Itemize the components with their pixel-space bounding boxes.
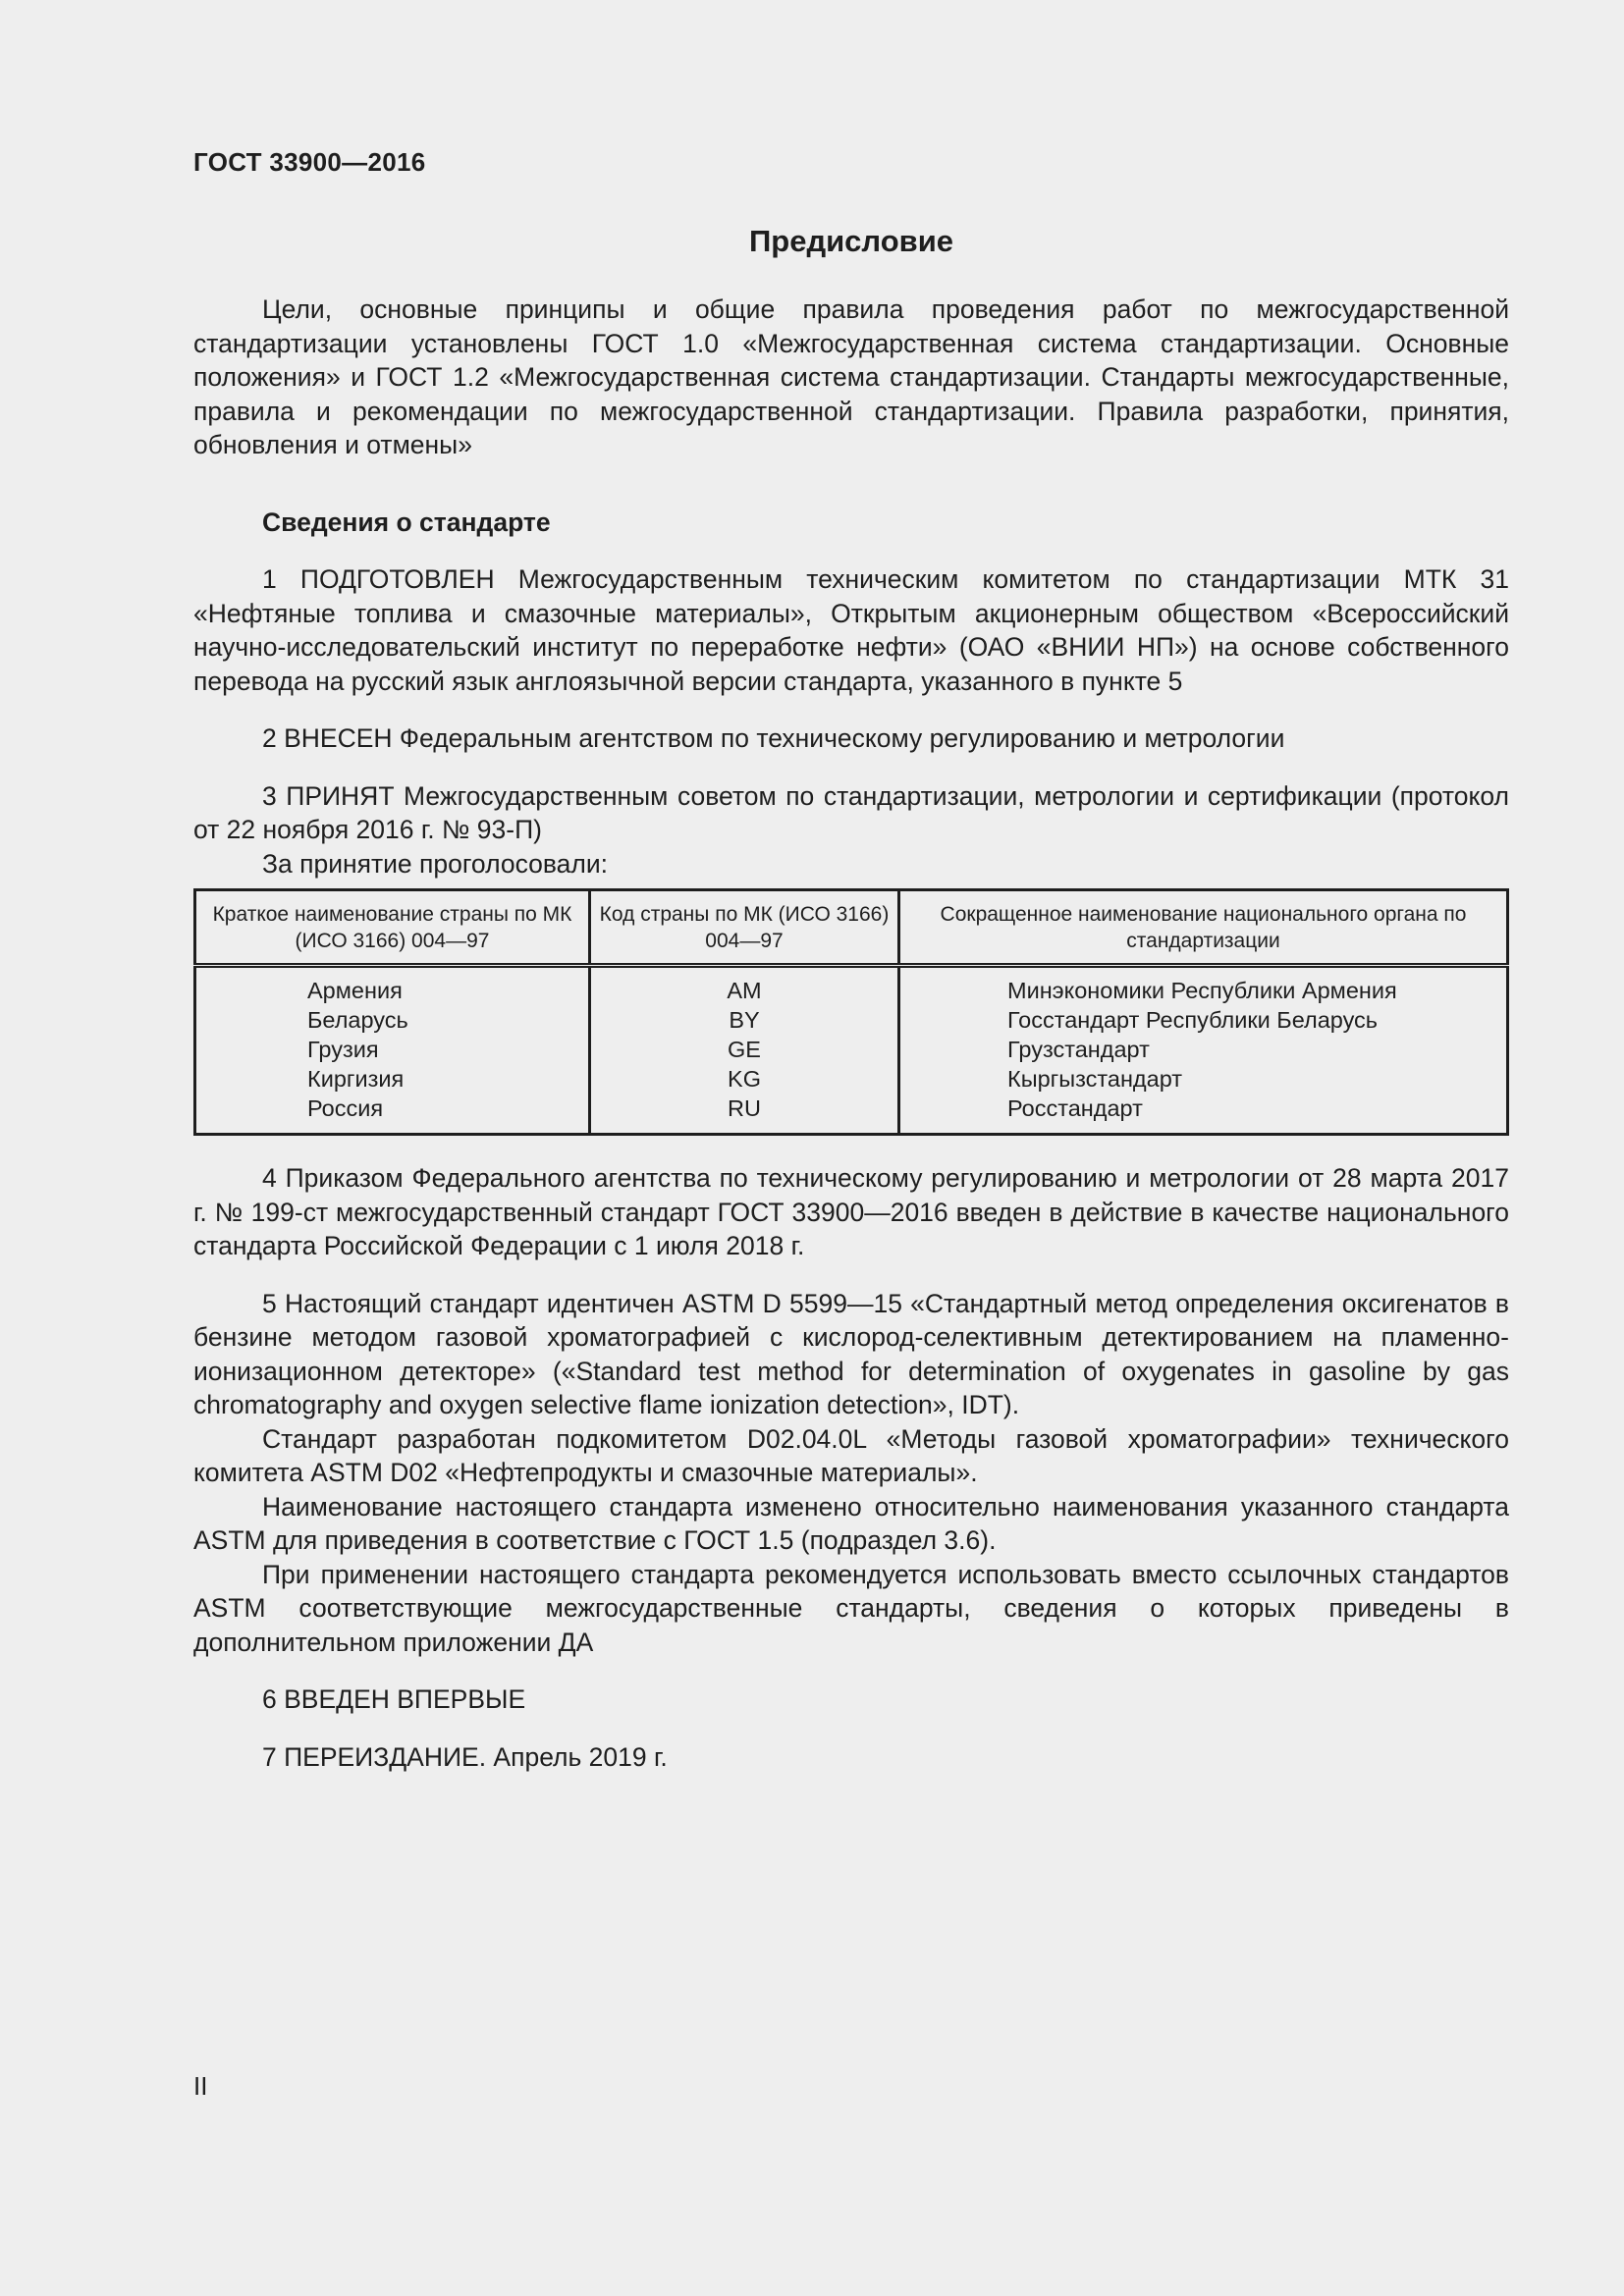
country-codes-cell [590, 966, 899, 1135]
intro-paragraph: Цели, основные принципы и общие правила проведения работ по межгосударственной стандартизации установлены ГОСТ 1.0 «Межгосударственная система стандартизации. Основные положения» и ГОСТ 1.2 «Межгосударственная система стандартизации. Стандарты межгосударственные, правила и рекомендации по межгосударственной стандартизации. Правила разработки, принятия, обновления и отмены» [193, 294, 1509, 459]
table-cell: Киргизия [307, 1066, 405, 1092]
page-number: II [193, 2071, 208, 2101]
table-cell: AM [727, 978, 762, 1003]
table-cell: Кыргызстандарт [1007, 1066, 1183, 1092]
table-cell: BY [729, 1007, 760, 1033]
info-item-4: 4 Приказом Федерального агентства по техническому регулированию и метрологии от 28 марта 2017 г. № 199-ст межгосударственный стандарт ГОСТ 33900—2016 введен в действие в качестве национального стандарта Российской Федерации с 1 июля 2018 г. [193, 1163, 1509, 1260]
standards-bodies-cell [899, 966, 1508, 1135]
table-cell: Госстандарт Республики Беларусь [1007, 1007, 1379, 1033]
header-standards-body: Сокращенное наименование национального органа по стандартизации [899, 890, 1508, 966]
header-country-code: Код страны по МК (ИСО 3166) 004—97 [590, 890, 899, 966]
info-item-6: 6 ВВЕДЕН ВПЕРВЫЕ [262, 1684, 526, 1714]
info-item-5-paragraph-2: Стандарт разработан подкомитетом D02.04.0L «Методы газовой хроматографии» технического комитета ASTM D02 «Нефтепродукты и смазочные материалы». [193, 1423, 1509, 1487]
header-country-name: Краткое наименование страны по МК (ИСО 3166) 004—97 [195, 890, 590, 966]
document-body [193, 293, 1509, 1774]
info-item-2: 2 ВНЕСЕН Федеральным агентством по техническому регулированию и метрологии [262, 723, 1285, 753]
table-cell: KG [728, 1066, 761, 1092]
page-title: Предисловие [748, 224, 953, 258]
table-cell: Армения [307, 978, 403, 1003]
table-cell: Беларусь [307, 1007, 408, 1033]
table-body-row [195, 966, 1508, 1135]
table-header-row [195, 890, 1508, 966]
voted-label: За принятие проголосовали: [262, 848, 609, 879]
info-item-5: 5 Настоящий стандарт идентичен ASTM D 5599—15 «Стандартный метод определения оксигенатов в бензине методом газовой хроматографией с кислород-селективным детектированием на пламенно-ионизационном детекторе» («Standard test method for determination of oxygenates in gasoline by gas chromatography and oxygen selective flame ionization detection», IDT). [193, 1288, 1509, 1419]
table-cell: Росстандарт [1007, 1095, 1143, 1121]
country-names-cell [195, 966, 590, 1135]
info-item-1: 1 ПОДГОТОВЛЕН Межгосударственным техническим комитетом по стандартизации МТК 31 «Нефтяные топлива и смазочные материалы», Открытым акционерным обществом «Всероссийский научно-исследовательский институт по переработке нефти» (ОАО «ВНИИ НП») на основе собственного перевода на русский язык англоязычной версии стандарта, указанного в пункте 5 [193, 564, 1509, 696]
info-item-7: 7 ПЕРЕИЗДАНИЕ. Апрель 2019 г. [262, 1741, 668, 1772]
info-item-3: 3 ПРИНЯТ Межгосударственным советом по стандартизации, метрологии и сертификации (протокол от 22 ноября 2016 г. № 93-П) [193, 780, 1509, 844]
info-item-5-paragraph-3: Наименование настоящего стандарта изменено относительно наименования указанного стандарта ASTM для приведения в соответствие с ГОСТ 1.5 (подраздел 3.6). [193, 1491, 1509, 1555]
table-cell: Россия [307, 1095, 384, 1121]
table-cell: GE [728, 1037, 761, 1062]
document-id: ГОСТ 33900—2016 [193, 147, 426, 177]
table-cell: Минэкономики Республики Армения [1007, 978, 1397, 1003]
table-cell: Грузстандарт [1007, 1037, 1150, 1062]
voting-table [193, 888, 1509, 1136]
table-cell: Грузия [307, 1037, 379, 1062]
section-heading: Сведения о стандарте [262, 507, 551, 537]
info-item-5-paragraph-4: При применении настоящего стандарта рекомендуется использовать вместо ссылочных стандартов ASTM соответствующие межгосударственные стандарты, сведения о которых приведены в дополнительном приложении ДА [193, 1559, 1509, 1657]
table-cell: RU [728, 1095, 761, 1121]
